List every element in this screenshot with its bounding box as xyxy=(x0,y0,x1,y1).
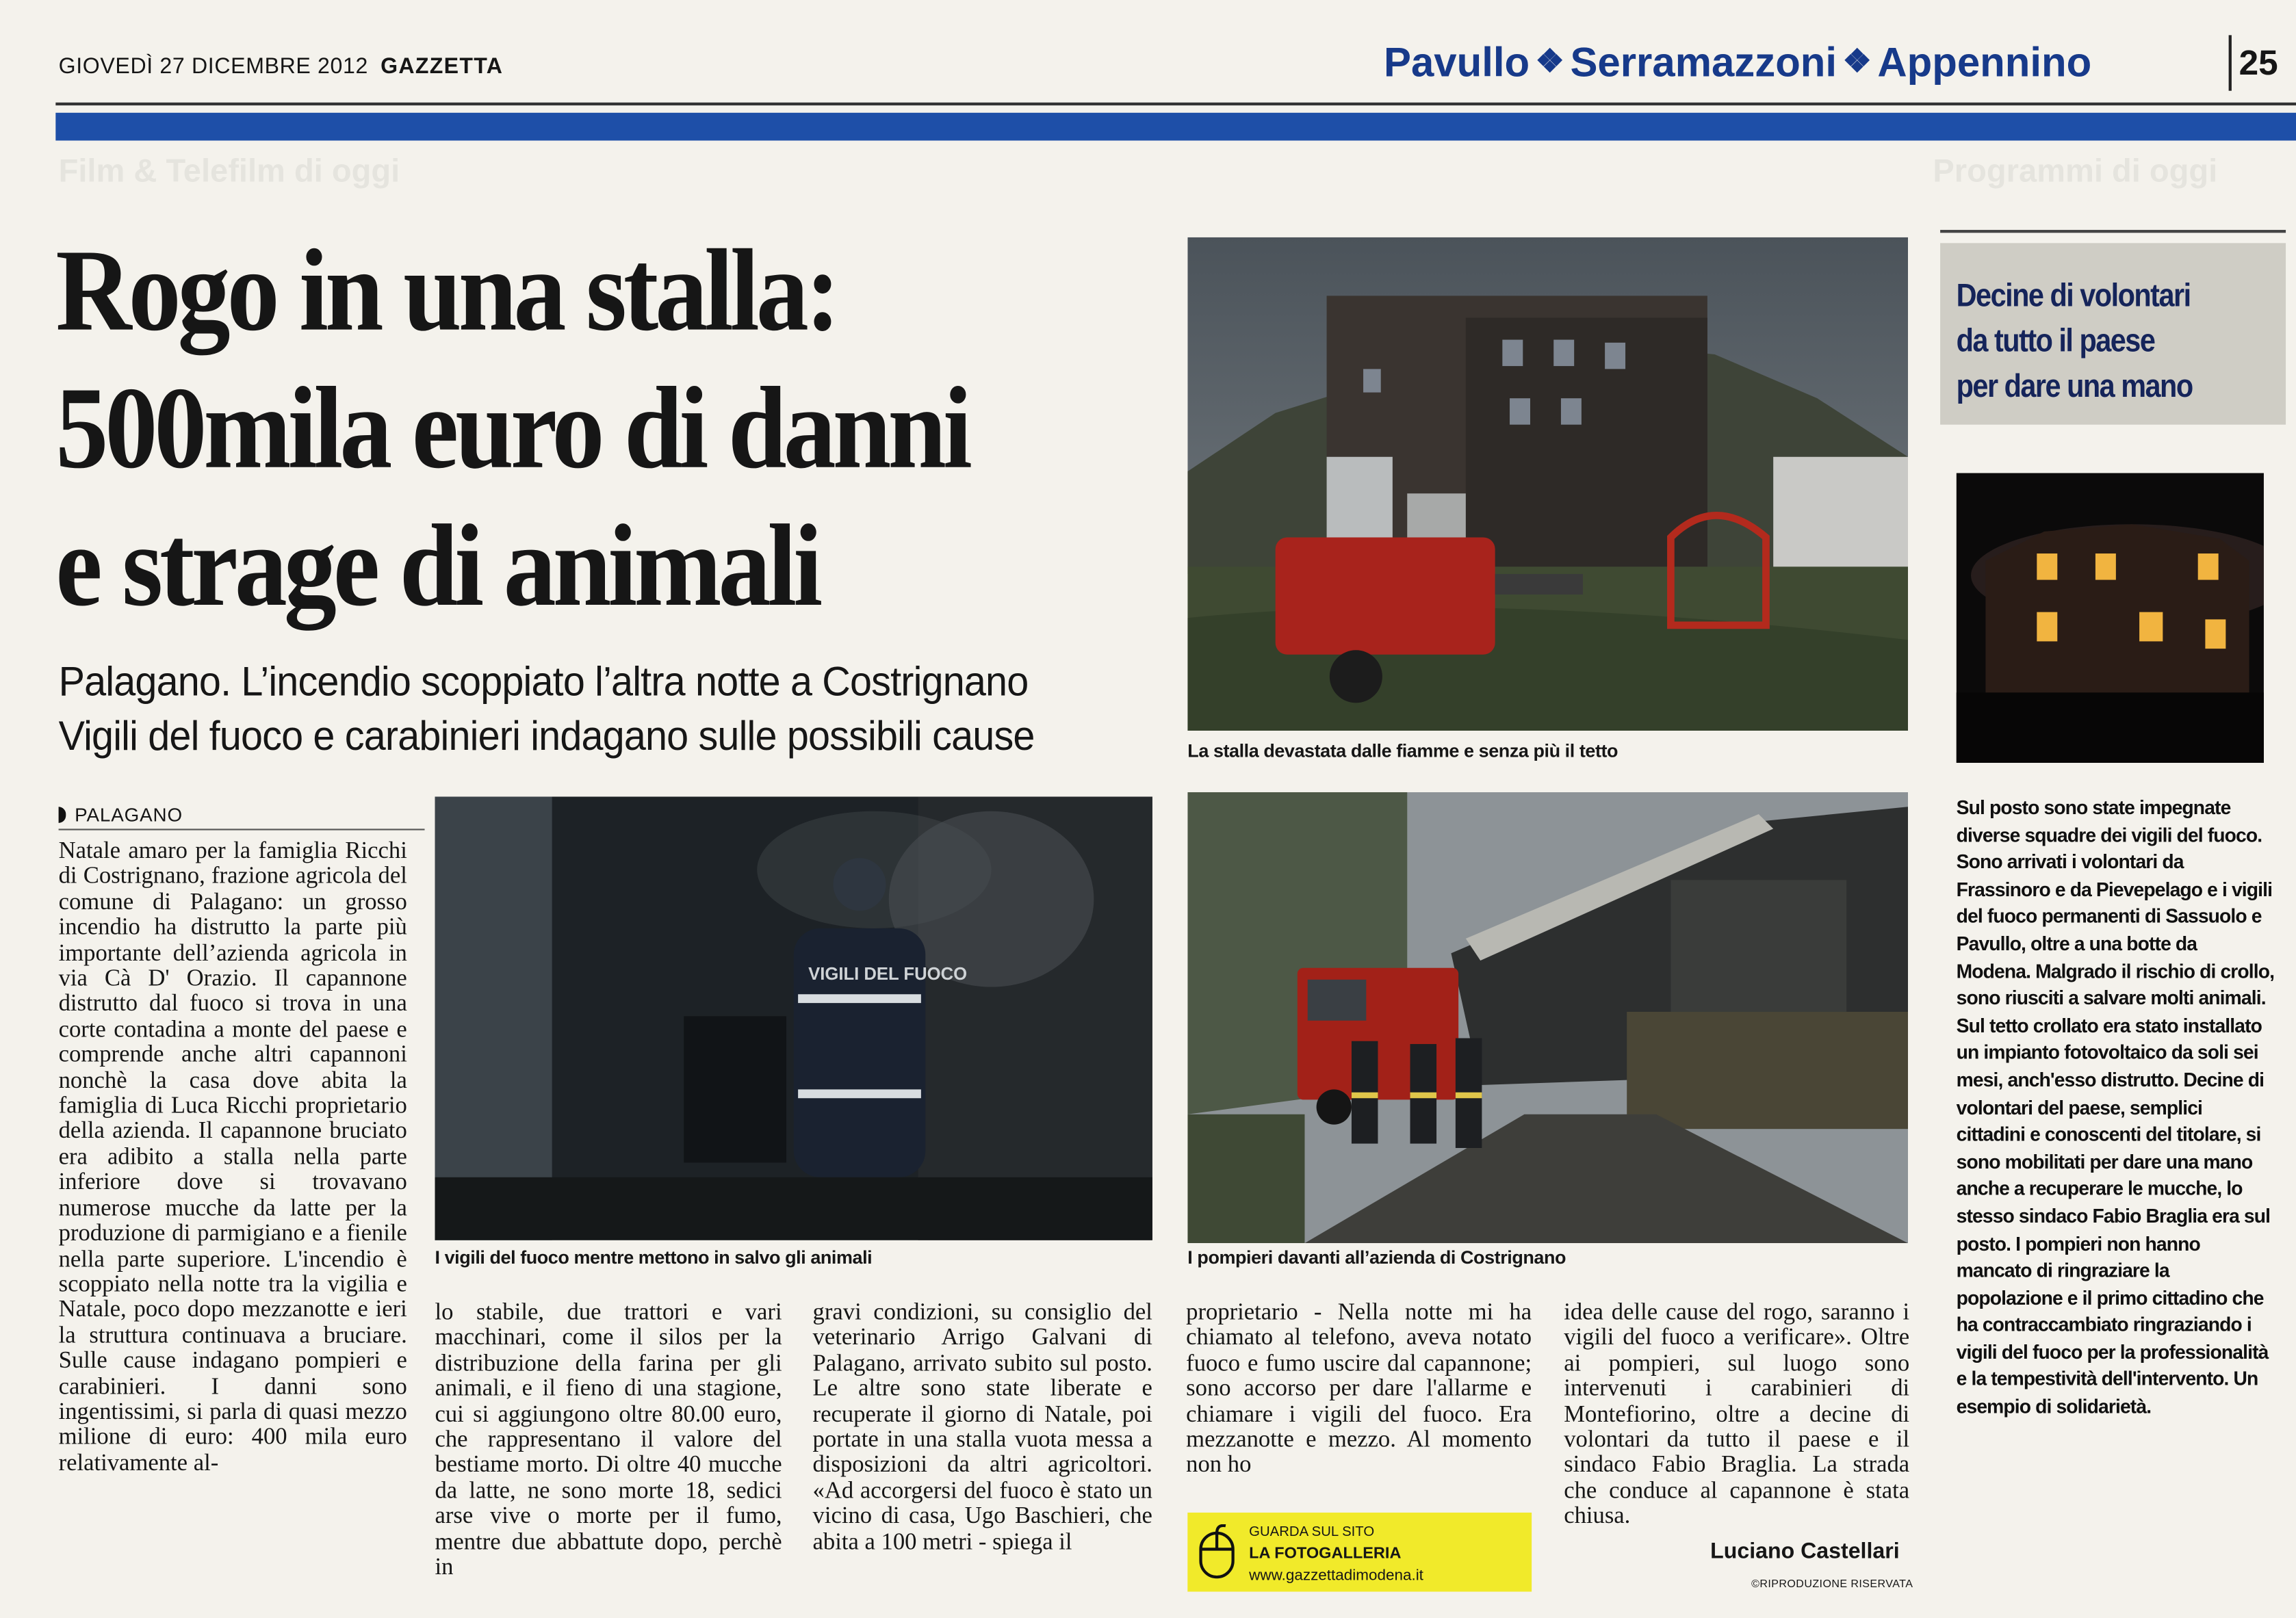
column-text: Natale amaro per la famiglia Ricchi di Costrignano, frazione agricola del comune di Palagano: un grosso incendio ha distrutto la parte più importante dell’azienda agricola in via Cà D' Orazio. Il capannone distrutto dal fuoco si trova in una corte contadina a monte del paese e comprende anche altri capannoni nonchè la casa dove abita la famiglia di Luca Ricchi proprietario della azienda. Il capannone bruciato era adibito a stalla nella parte inferiore dove si trovavano numerose mucche da latte per la produzione di parmigiano e a fienile nella parte superiore. L'incendio è scoppiato nella notte tra la vigilia e Natale, poco dopo mezzanotte e ieri la struttura continuava a bruciare. Sulle cause indagano pompieri e carabinieri. I danni sono ingentissimi, si parla di quasi mezzo milione di euro: 400 mila euro relativamente al- xyxy=(58,837,407,1476)
subheadline xyxy=(59,655,1127,763)
night-fire-photo xyxy=(1957,473,2264,763)
byline: Luciano Castellari xyxy=(1710,1539,1900,1564)
promo-title: LA FOTOGALLERIA xyxy=(1249,1545,1402,1563)
promo-line: GUARDA SUL SITO xyxy=(1249,1524,1375,1541)
sidebar-headline-line: Decine di volontari xyxy=(1956,276,2191,314)
firefighters-night-photo xyxy=(435,796,1152,1240)
copyright-notice: ©RIPRODUZIONE RISERVATA xyxy=(1751,1577,1913,1591)
photo-caption: La stalla devastata dalle fiamme e senza più il tetto xyxy=(1187,740,1618,761)
sidebar-headline-line: per dare una mano xyxy=(1956,367,2193,404)
promo-url-link[interactable]: www.gazzettadimodena.it xyxy=(1249,1567,1423,1584)
subhead-line: Vigili del fuoco e carabinieri indagano sulle possibili cause xyxy=(58,713,1035,759)
section-label-text: PALAGANO xyxy=(75,804,183,826)
headline-line: e strage di animali xyxy=(55,502,820,631)
headline xyxy=(55,222,1070,636)
sidebar-headline-line: da tutto il paese xyxy=(1956,322,2155,359)
photo-caption: I vigili del fuoco mentre mettono in salvo gli animali xyxy=(435,1247,873,1268)
mouse-icon xyxy=(1196,1524,1237,1580)
column-text: idea delle cause del rogo, saranno i vigili del fuoco a verificare». Oltre ai pompieri, sul luogo sono intervenuti i carabinieri di Montefiorino, oltre a decine di volontari da tutto il paese e il sindaco Fabio Braglia. La strada che conduce al capannone è stata chiusa. xyxy=(1564,1299,1910,1530)
sidebar-text xyxy=(1957,795,2275,1421)
article-column-1 xyxy=(59,839,407,1476)
section-rule xyxy=(59,828,425,830)
sidebar-paragraph: Sul posto sono state impegnate diverse squadre dei vigili del fuoco. Sono arrivati i volontari da Frassinoro e da Pievepelago e i vigili del fuoco permanenti di Sassuolo e Pavullo, oltre a una botte da Modena. Malgrado il rischio di crollo, sono riusciti a salvare molti animali. Sul tetto crollato era stato installato un impianto fotovoltaico da soli sei mesi, anch'esso distrutto. Decine di volontari del paese, semplici cittadini e conoscenti del titolare, si sono mobilitati per dare una mano anche a recuperare le mucche, lo stesso sindaco Fabio Braglia era sul posto. I pompieri non hanno mancato di ringraziare la popolazione e il primo cittadino che ha contraccambiato ringraziando i vigili del fuoco per la professionalità e la tempestività dell'intervento. Un esempio di solidarietà. xyxy=(1956,796,2275,1418)
article-column-5 xyxy=(1564,1301,1909,1530)
subhead-line: Palagano. L’incendio scoppiato l’altra notte a Costrignano xyxy=(58,659,1029,705)
article-column-2 xyxy=(435,1301,782,1581)
diamond-separator-icon: ❖ xyxy=(1535,42,1564,79)
headline-line: Rogo in una stalla: xyxy=(55,226,838,356)
header-color-band xyxy=(55,113,2296,141)
section-locations xyxy=(1384,40,2091,86)
header-rule xyxy=(55,103,2296,105)
article-column-4 xyxy=(1186,1301,1532,1479)
bleed-through-left: Film & Telefilm di oggi xyxy=(58,152,400,190)
column-text: proprietario - Nella notte mi ha chiamato al telefono, aveva notato fuoco e fumo uscire dal capannone; sono accorso per dare l'allarme e chiamare i vigili del fuoco. Era mezzanotte e mezzo. Al momento non ho xyxy=(1186,1299,1532,1478)
sidebar-headline xyxy=(1957,272,2232,408)
newspaper-name: GAZZETTA xyxy=(380,54,504,79)
page-number: 25 xyxy=(2239,44,2278,83)
location-serramazzoni: Serramazzoni xyxy=(1570,39,1837,86)
burned-barn-photo xyxy=(1187,237,1908,731)
photo-gallery-promo[interactable] xyxy=(1187,1513,1532,1592)
issue-date: GIOVEDÌ 27 DICEMBRE 2012 xyxy=(58,54,369,79)
article-column-3 xyxy=(813,1301,1152,1556)
bleed-through-right: Programmi di oggi xyxy=(1933,152,2218,190)
section-label xyxy=(59,804,422,826)
sidebar-rule xyxy=(1940,230,2286,233)
column-text: lo stabile, due trattori e vari macchinari, come il silos per la distribuzione della farina per gli animali, e il fieno di una stagione, cui si aggiungono oltre 80.00 euro, che rappresentano il valore del bestiame morto. Di oltre 40 mucche da latte, ne sono morte 18, sedici arse vive o morte per il fumo, mentre due abbattute dopo, perchè in xyxy=(435,1299,782,1580)
section-marker-icon xyxy=(59,807,66,823)
diamond-separator-icon: ❖ xyxy=(1842,42,1872,79)
photo-caption: I pompieri davanti all’azienda di Costrignano xyxy=(1187,1247,1566,1268)
location-pavullo: Pavullo xyxy=(1384,39,1530,86)
headline-line: 500mila euro di danni xyxy=(55,364,969,494)
column-text: gravi condizioni, su consiglio del veterinario Arrigo Galvani di Palagano, arrivato subito sul posto. Le altre sono state liberate e recuperate il giorno di Natale, poi portate in una stalla vuota messa a disposizioni da altri agricoltori. «Ad accorgersi del fuoco è stato un vicino di casa, Ugo Baschieri, che abita a 100 metri - spiega il xyxy=(812,1299,1152,1555)
vest-lettering: VIGILI DEL FUOCO xyxy=(808,964,968,984)
header-divider xyxy=(2229,35,2232,90)
location-appennino: Appennino xyxy=(1877,39,2092,86)
page-header-date xyxy=(59,54,504,79)
fire-truck-photo xyxy=(1187,792,1908,1243)
